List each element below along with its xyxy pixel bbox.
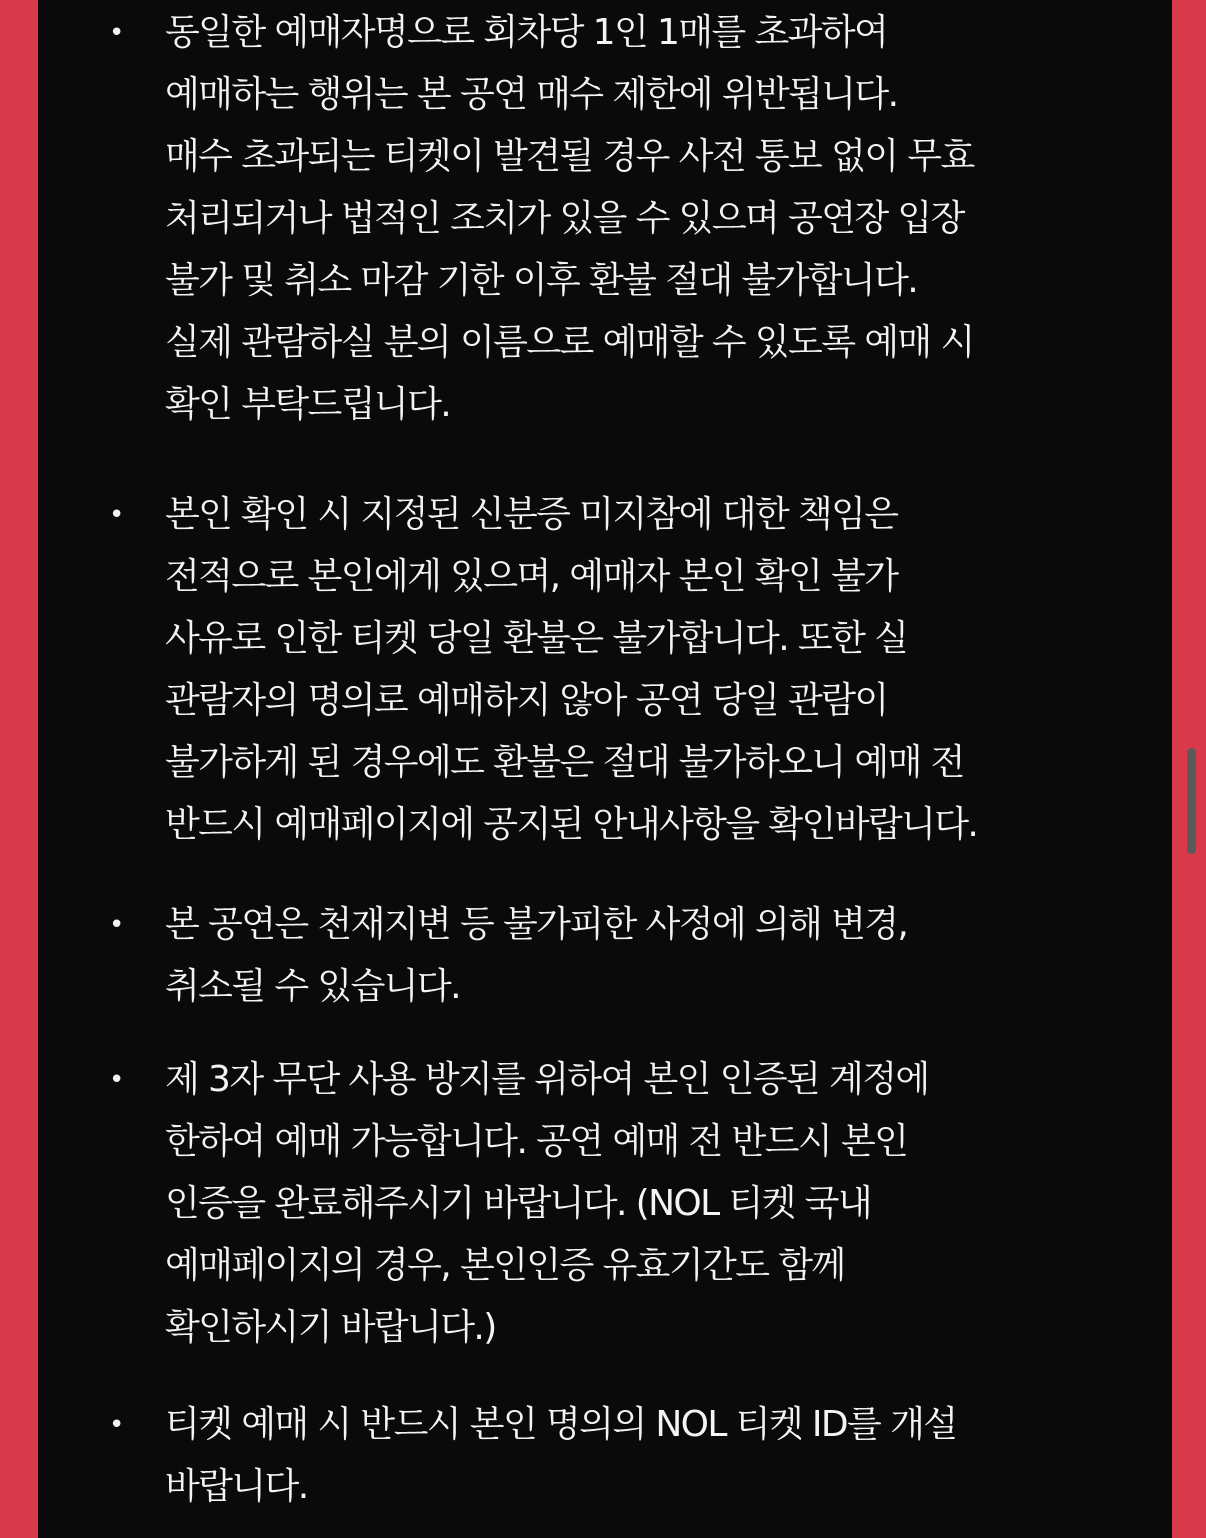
notice-line: 불가하게 된 경우에도 환불은 절대 불가하오니 예매 전 (165, 742, 964, 783)
notice-item-ticket-id (38, 1394, 1118, 1518)
notice-line: 인증을 완료해주시기 바랍니다. (NOL 티켓 국내 (165, 1183, 872, 1224)
bullet-marker: • (109, 18, 125, 48)
bullet-marker: • (109, 910, 125, 940)
bullet-marker: • (109, 500, 125, 530)
notice-line: 매수 초과되는 티켓이 발견될 경우 사전 통보 없이 무효 (165, 136, 974, 177)
notice-line: 본인 확인 시 지정된 신분증 미지참에 대한 책임은 (165, 494, 898, 535)
notice-line: 제 3자 무단 사용 방지를 위하여 본인 인증된 계정에 (165, 1059, 929, 1100)
notice-item-purchase-limit (38, 2, 1118, 436)
notice-line: 예매하는 행위는 본 공연 매수 제한에 위반됩니다. (165, 74, 898, 115)
notice-line: 취소될 수 있습니다. (165, 966, 460, 1007)
notice-item-force-majeure (38, 894, 1118, 1018)
notice-line: 반드시 예매페이지에 공지된 안내사항을 확인바랍니다. (165, 804, 978, 845)
notice-line: 확인하시기 바랍니다.) (165, 1307, 496, 1348)
notice-line: 관람자의 명의로 예매하지 않아 공연 당일 관람이 (165, 680, 888, 721)
notice-line: 예매페이지의 경우, 본인인증 유효기간도 함께 (165, 1245, 845, 1286)
notice-line: 처리되거나 법적인 조치가 있을 수 있으며 공연장 입장 (165, 198, 964, 239)
bullet-marker: • (109, 1065, 125, 1095)
notice-panel (38, 0, 1172, 1538)
notice-line: 실제 관람하실 분의 이름으로 예매할 수 있도록 예매 시 (165, 322, 974, 363)
notice-line: 티켓 예매 시 반드시 본인 명의의 NOL 티켓 ID를 개설 (165, 1404, 957, 1445)
notice-item-verified-account (38, 1049, 1118, 1359)
notice-line: 한하여 예매 가능합니다. 공연 예매 전 반드시 본인 (165, 1121, 908, 1162)
notice-line: 불가 및 취소 마감 기한 이후 환불 절대 불가합니다. (165, 260, 918, 301)
notice-line: 확인 부탁드립니다. (165, 384, 451, 425)
notice-line: 전적으로 본인에게 있으며, 예매자 본인 확인 불가 (165, 556, 898, 597)
notice-line: 바랍니다. (165, 1466, 308, 1507)
notice-line: 본 공연은 천재지변 등 불가피한 사정에 의해 변경, (165, 904, 908, 945)
notice-item-identity-check (38, 484, 1118, 856)
notice-line: 동일한 예매자명으로 회차당 1인 1매를 초과하여 (165, 12, 888, 53)
notice-line: 사유로 인한 티켓 당일 환불은 불가합니다. 또한 실 (165, 618, 908, 659)
scrollbar-thumb[interactable] (1187, 748, 1196, 854)
bullet-marker: • (109, 1410, 125, 1440)
